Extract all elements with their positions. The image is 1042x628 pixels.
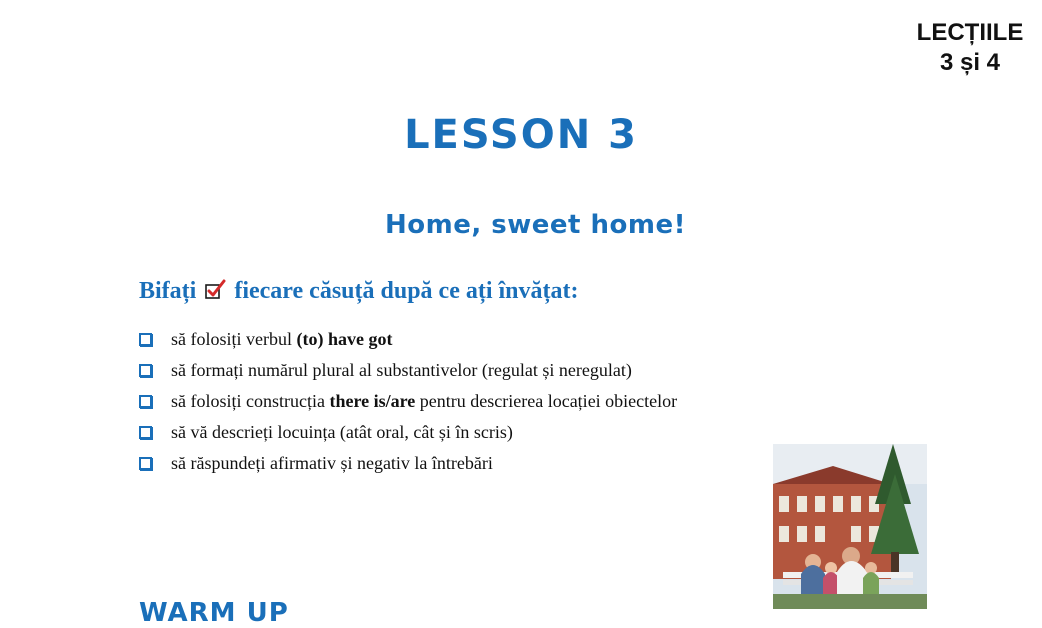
lesson-subtitle: Home, sweet home! [385,210,686,240]
objective-item [139,389,677,420]
family-house-photo [773,444,927,609]
checkbox-icon[interactable] [139,364,152,377]
objectives-list [139,327,677,482]
objective-item [139,327,677,358]
objective-item [139,420,677,451]
objective-text [171,358,632,382]
objective-text [171,451,493,475]
objective-text [171,420,513,444]
objective-text-part: pentru descrierea locației obiectelor [415,391,678,411]
checkbox-icon[interactable] [139,395,152,408]
objectives-heading-before: Bifați [139,278,197,304]
objective-keyword: (to) have got [296,329,393,349]
objective-item [139,358,677,389]
objective-text-part: să vă descrieți locuința (atât oral, cât și în scris) [171,422,513,442]
lesson-range-line2: 3 și 4 [939,49,1001,76]
checkbox-icon[interactable] [139,426,152,439]
objective-text-part: să formați numărul plural al substantivelor (regulat și neregulat) [171,360,632,380]
objective-keyword: there is/are [329,391,416,411]
warm-up-heading: WARM UP [139,598,289,628]
objectives-heading-after: fiecare căsuță după ce ați învățat: [234,278,579,304]
checkbox-check-icon [204,279,226,308]
objective-text-part: să răspundeți afirmativ și negativ la întrebări [171,453,493,473]
checkbox-icon[interactable] [139,333,152,346]
objective-text-part: să folosiți verbul [171,329,297,349]
objectives-heading [139,278,579,308]
lesson-title: LESSON 3 [404,112,638,158]
objective-item [139,451,677,482]
objective-text-part: să folosiți construcția [171,391,330,411]
objective-text [171,389,677,413]
lesson-range-label [900,18,1040,78]
checkbox-icon[interactable] [139,457,152,470]
lesson-range-line1: LECȚIILE [916,19,1024,46]
objective-text [171,327,392,351]
